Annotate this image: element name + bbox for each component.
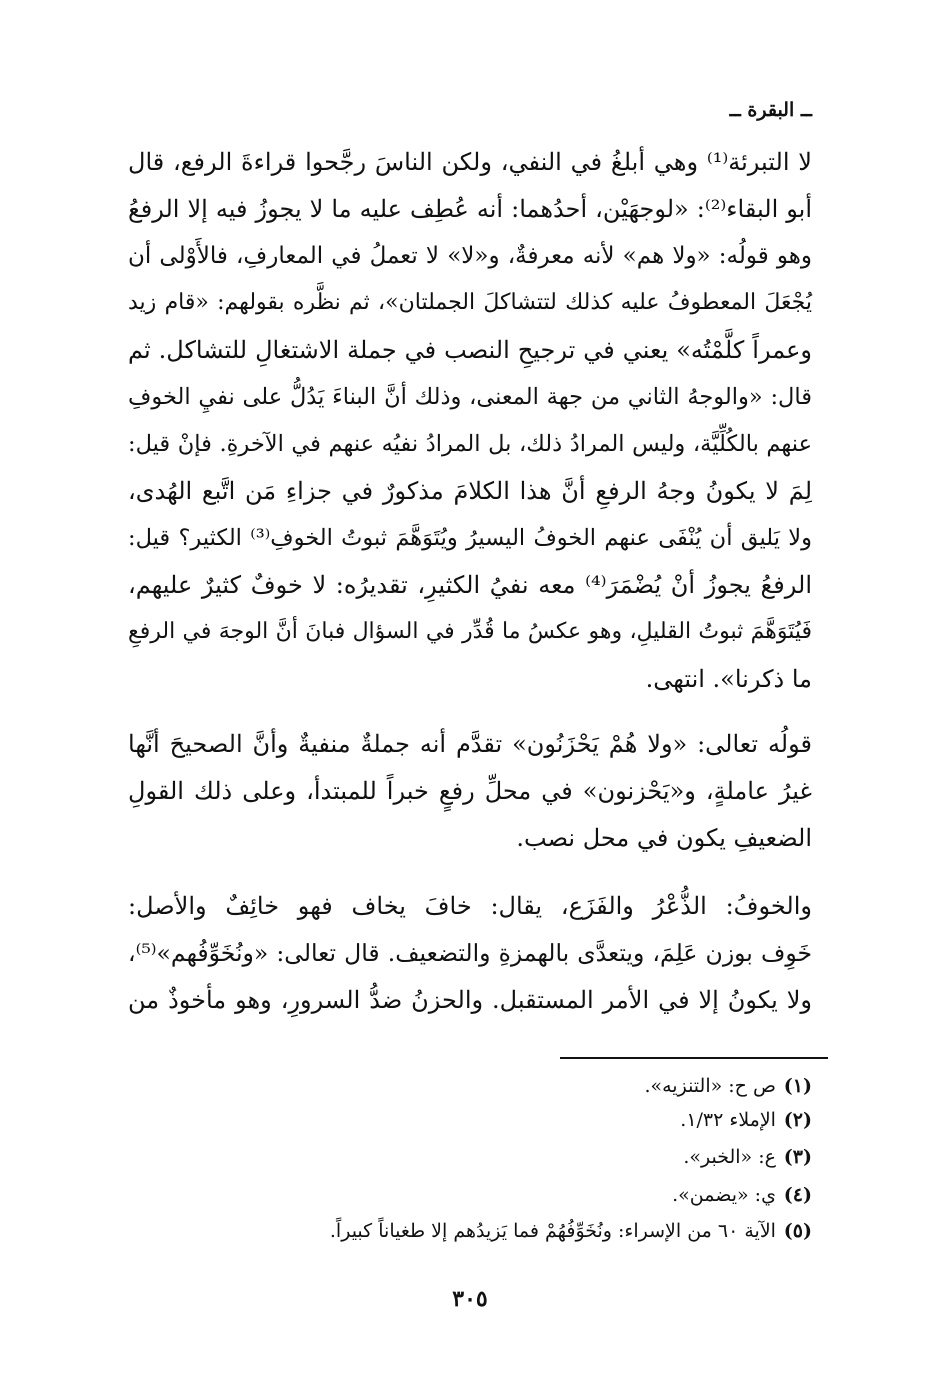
footnote-number: (١) <box>783 1075 812 1097</box>
footnote-separator <box>560 1057 828 1059</box>
body-line: وعمراً كلَّمْتُه» يعني في ترجيحِ النصب في جملة الاشتغالِ للتشاكل. ثم <box>128 336 812 364</box>
body-line: الضعيفِ يكون في محل نصب. <box>516 824 812 852</box>
body-line: قال: «والوجهُ الثاني من جهة المعنى، وذلك أنَّ البناءَ يَدُلُّ على نفيِ الخوفِ <box>128 384 812 410</box>
footnote-text: ع: «الخبر». <box>683 1146 776 1168</box>
footnote <box>128 1216 812 1246</box>
footnote <box>128 1105 812 1135</box>
footnote-number: (٥) <box>783 1220 812 1242</box>
footnote-number: (٤) <box>783 1184 812 1206</box>
body-line: الرفعُ يجوزُ أنْ يُضْمَرَ⁽⁴⁾ معه نفيُ الكثيرِ، تقديرُه: لا خوفٌ كثيرٌ عليهم، <box>128 571 813 599</box>
body-line: غيرُ عاملةٍ، و«يَحْزنون» في محلِّ رفعٍ خبراً للمبتدأ، وعلى ذلك القولِ <box>128 777 812 805</box>
body-line: ولا يكونُ إلا في الأمر المستقبل. والحزنُ ضدُّ السرورِ، وهو مأخوذٌ من <box>128 986 812 1014</box>
footnote <box>128 1071 812 1101</box>
body-line: وهو قولُه: «ولا هم» لأنه معرفةٌ، و«لا» لا تعملُ في المعارفِ، فالأَوْلى أن <box>128 243 812 269</box>
body-line: فَيُتَوَهَّمَ ثبوتُ القليلِ، وهو عكسُ ما قُدِّر في السؤال فبانَ أنَّ الوجهَ في الرفعِ <box>128 619 812 644</box>
footnote <box>128 1180 812 1210</box>
running-head: ــ البقرة ــ <box>729 99 812 121</box>
body-line: يُجْعَلَ المعطوفُ عليه كذلك لتتشاكلَ الجملتان»، ثم نظَّره بقولهم: «قام زيد <box>128 290 812 315</box>
body-line: لا التبرئة⁽¹⁾ وهي أبلغُ في النفي، ولكن الناسَ رجَّحوا قراءةَ الرفع، قال <box>128 148 812 176</box>
footnote-text: ي: «يضمن». <box>672 1184 776 1206</box>
footnote-text: ص ح: «التنزيه». <box>644 1075 776 1097</box>
body-line: عنهم بالكُلِّيَّة، وليس المرادُ ذلك، بل المرادُ نفيُه عنهم في الآخرةِ. فإنْ قيل: <box>128 431 812 457</box>
footnote-number: (٣) <box>783 1146 812 1168</box>
body-line: قولُه تعالى: «ولا هُمْ يَحْزَنُون» تقدَّم أنه جملةٌ منفيةٌ وأنَّ الصحيحَ أنَّها <box>128 730 812 758</box>
body-line: خَوِف بوزن عَلِمَ، ويتعدَّى بالهمزةِ والتضعيف. قال تعالى: «ونُخَوِّفُهم»⁽⁵⁾، <box>128 939 812 967</box>
body-line: لِمَ لا يكونُ وجهُ الرفعِ أنَّ هذا الكلامَ مذكورٌ في جزاءِ مَن اتَّبع الهُدى، <box>128 477 812 505</box>
body-line: ولا يَليق أن يُنْفَى عنهم الخوفُ اليسيرُ ويُتَوَهَّمَ ثبوتُ الخوفِ⁽³⁾ الكثير؟ قيل: <box>128 525 812 551</box>
body-line: ما ذكرنا». انتهى. <box>645 665 812 693</box>
footnote-number: (٢) <box>783 1109 812 1131</box>
footnote-text: الإملاء ١/٣٢. <box>680 1109 776 1131</box>
page-number: ٣٠٥ <box>452 1286 488 1312</box>
footnote <box>128 1142 812 1172</box>
footnote-text: الآية ٦٠ من الإسراء: ونُخَوِّفُهُمْ فما يَزيدُهم إلا طغياناً كبيراً. <box>329 1220 776 1242</box>
body-line: والخوفُ: الذُّعْرُ والفَزَع، يقال: خافَ يخاف فهو خائِفٌ والأصل: <box>128 892 812 920</box>
body-line: أبو البقاء⁽²⁾: «لوجهَيْن، أحدُهما: أنه عُطِف عليه ما لا يجوزُ فيه إلا الرفعُ <box>128 195 813 223</box>
